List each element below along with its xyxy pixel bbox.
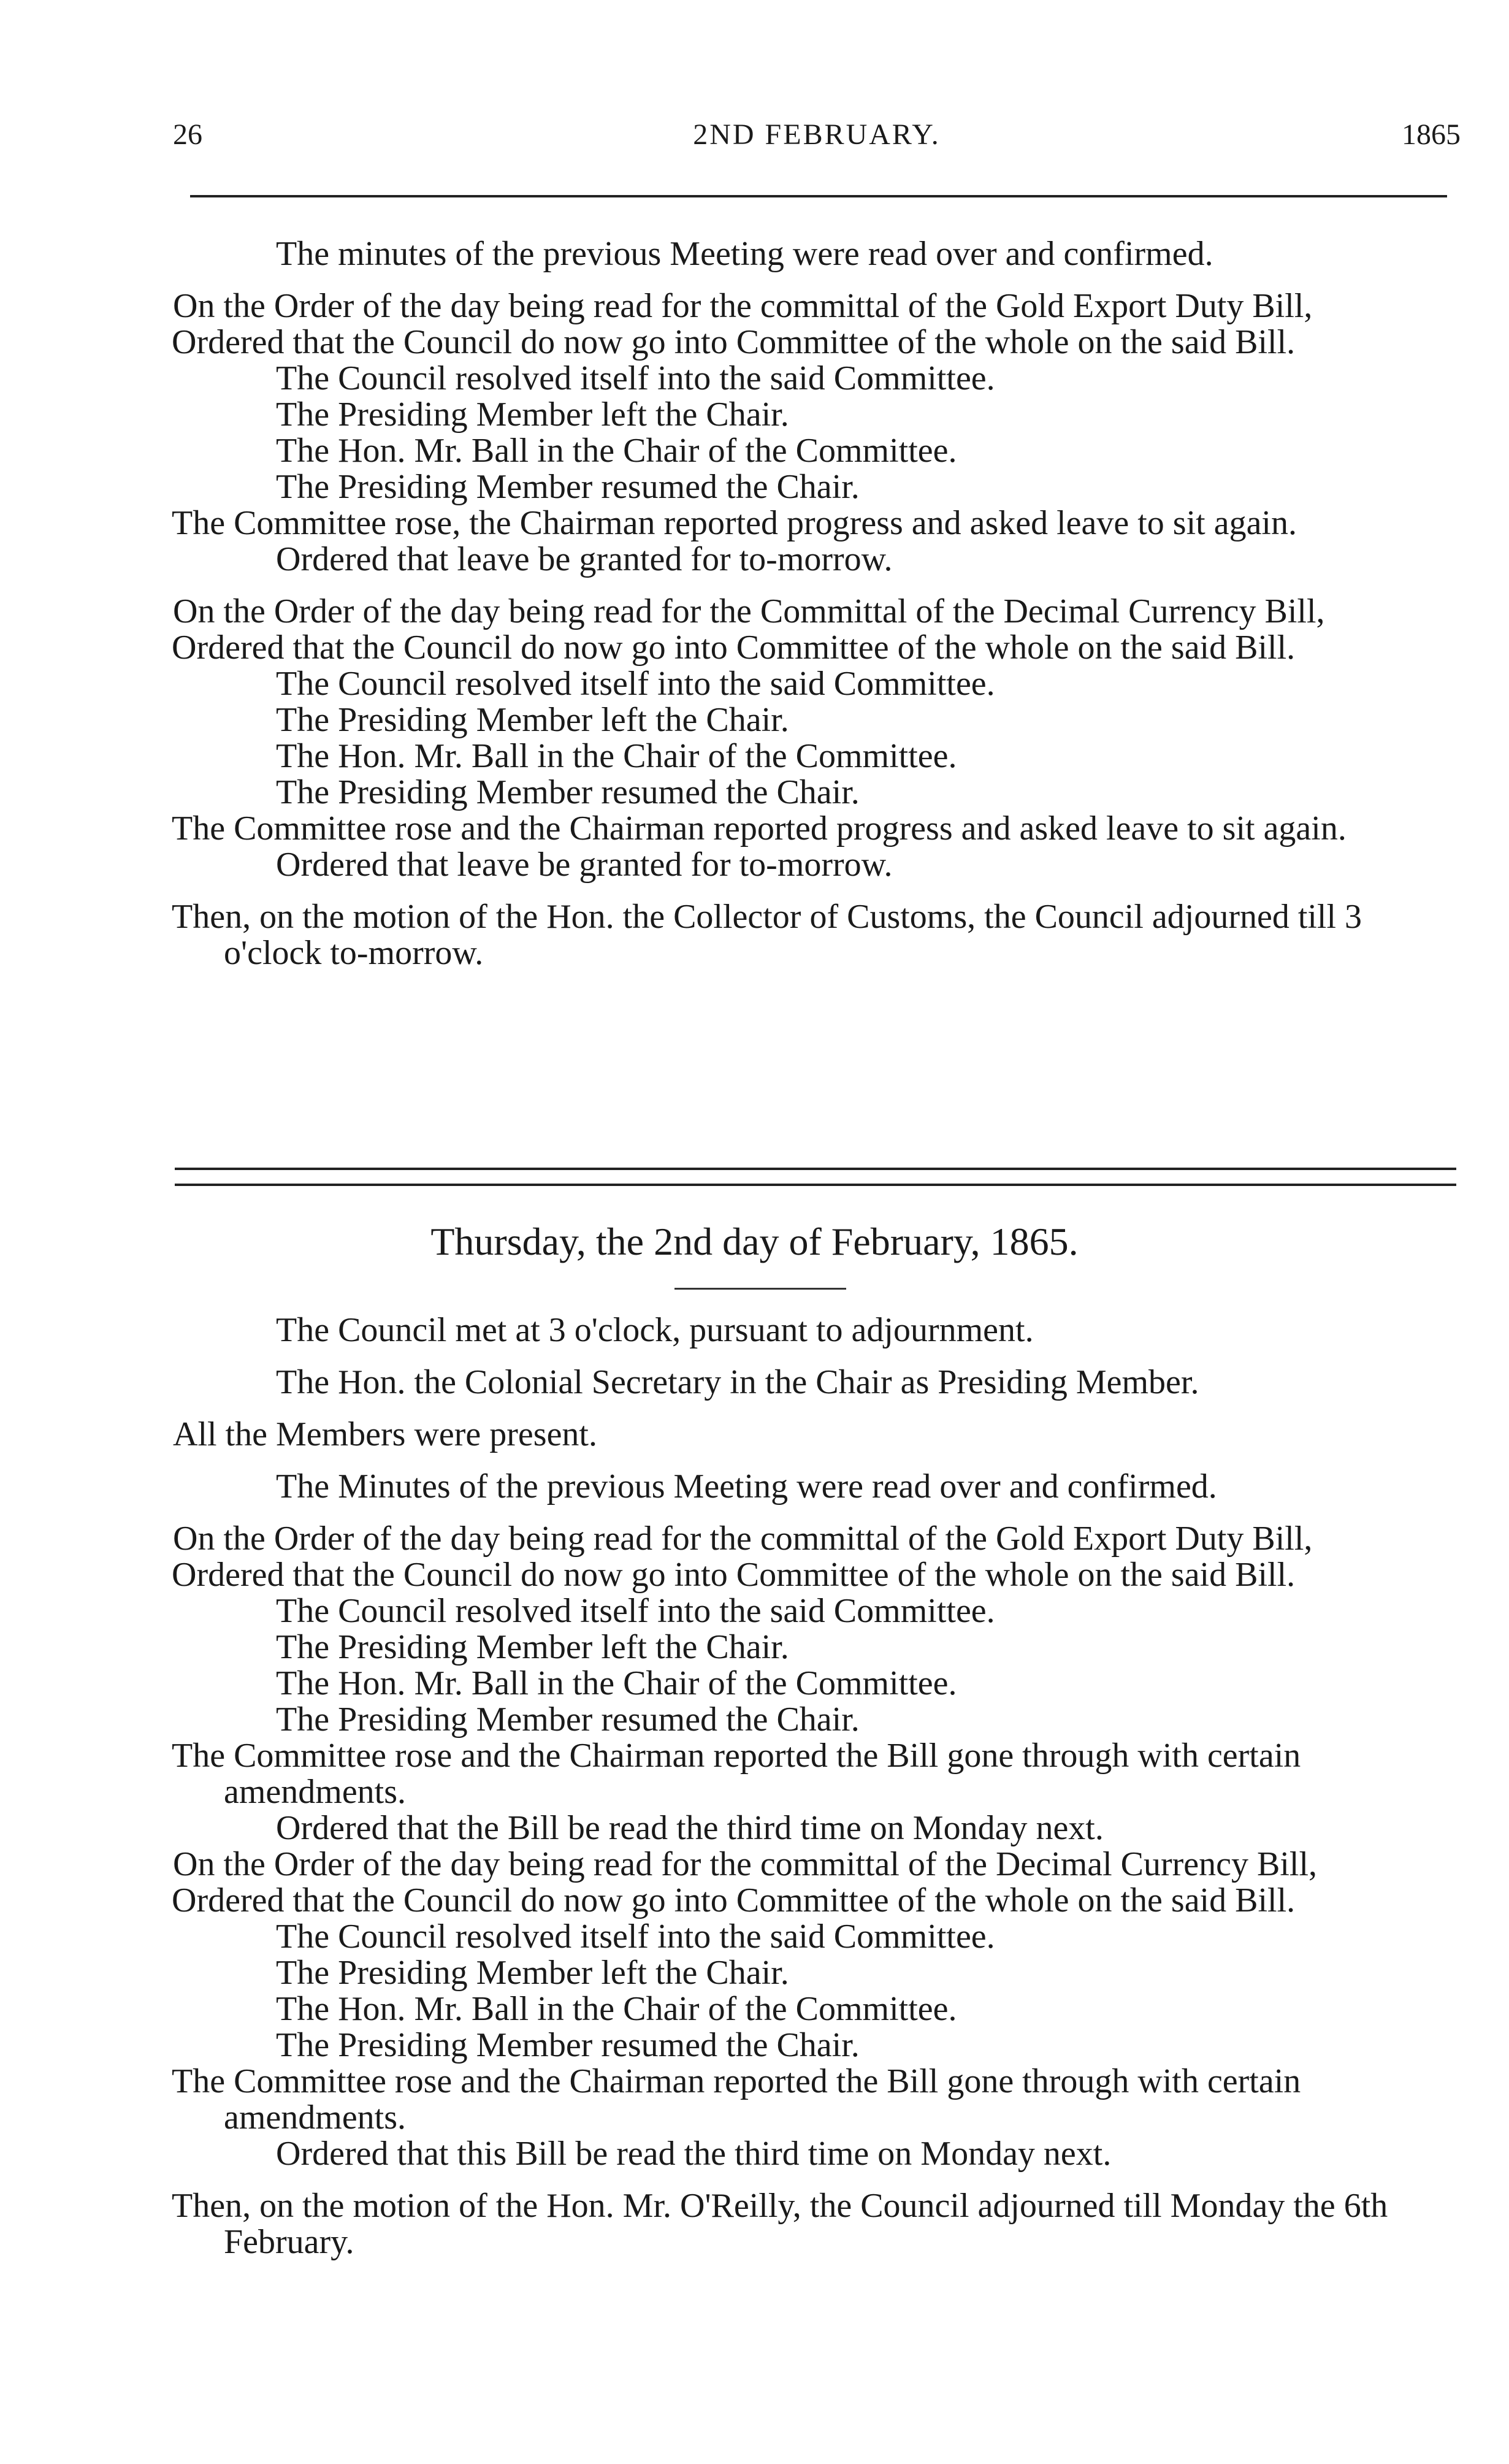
minutes-confirmed: The minutes of the previous Meeting were read over and confirmed. [276,235,1213,273]
decimal-bill-line: The Presiding Member resumed the Chair. [276,773,860,811]
gold-bill-line: Ordered that the Council do now go into Committee of the whole on the said Bill. [172,1556,1296,1594]
decimal-bill-line: The Presiding Member resumed the Chair. [276,2026,860,2064]
heading-rule [674,1288,846,1290]
decimal-bill-line: The Hon. Mr. Ball in the Chair of the Committee. [276,737,957,775]
decimal-bill-intro: On the Order of the day being read for the Committal of the Decimal Currency Bill, [173,592,1325,630]
decimal-bill-line: The Presiding Member left the Chair. [276,701,789,739]
page-header [173,118,1461,161]
gold-bill-line: The Hon. Mr. Ball in the Chair of the Committee. [276,1664,957,1702]
gold-bill-line: The Presiding Member left the Chair. [276,396,789,434]
presiding-member: The Hon. the Colonial Secretary in the Chair as Presiding Member. [276,1363,1199,1401]
gold-bill-line: The Presiding Member left the Chair. [276,1628,789,1666]
gold-bill-line: The Committee rose and the Chairman reported the Bill gone through with certain amendments. [172,1737,1301,1811]
gold-bill-line: The Council resolved itself into the said Committee. [276,1592,995,1630]
council-met: The Council met at 3 o'clock, pursuant to adjournment. [276,1311,1034,1349]
adjournment-note: Then, on the motion of the Hon. the Collector of Customs, the Council adjourned till 3 o'clock to-morrow. [172,898,1362,972]
gold-bill-line: Ordered that leave be granted for to-morrow. [276,540,893,578]
running-title: 2ND FEBRUARY. [693,118,941,151]
minutes-confirmed: The Minutes of the previous Meeting were read over and confirmed. [276,1467,1217,1506]
decimal-bill-line: The Council resolved itself into the said Committee. [276,1918,995,1956]
header-rule [190,195,1447,197]
members-present: All the Members were present. [173,1415,597,1453]
gold-bill-line: The Presiding Member resumed the Chair. [276,468,860,506]
decimal-bill-line: The Council resolved itself into the said Committee. [276,665,995,703]
gold-bill-line: The Committee rose, the Chairman reported progress and asked leave to sit again. [172,504,1297,542]
decimal-bill-line: Ordered that the Council do now go into Committee of the whole on the said Bill. [172,1881,1296,1919]
decimal-bill-line: The Hon. Mr. Ball in the Chair of the Committee. [276,1990,957,2028]
gold-bill-line: Ordered that the Council do now go into Committee of the whole on the said Bill. [172,323,1296,361]
decimal-bill-line: The Committee rose and the Chairman reported progress and asked leave to sit again. [172,809,1347,847]
adjournment-note: Then, on the motion of the Hon. Mr. O'Reilly, the Council adjourned till Monday the 6th February. [172,2187,1388,2261]
gold-bill-line: Ordered that the Bill be read the third time on Monday next. [276,1809,1104,1847]
decimal-bill-line: The Committee rose and the Chairman reported the Bill gone through with certain amendments. [172,2062,1301,2137]
gold-bill-intro: On the Order of the day being read for the committal of the Gold Export Duty Bill, [173,1520,1313,1558]
gold-bill-line: The Hon. Mr. Ball in the Chair of the Committee. [276,432,957,470]
gold-bill-intro: On the Order of the day being read for the committal of the Gold Export Duty Bill, [173,287,1313,325]
decimal-bill-line: Ordered that this Bill be read the third time on Monday next. [276,2135,1112,2173]
proceedings-previous-day [0,236,1509,971]
section-divider [175,1168,1456,1186]
gold-bill-line: The Council resolved itself into the said Committee. [276,359,995,397]
decimal-bill-line: Ordered that leave be granted for to-morrow. [276,846,893,884]
decimal-bill-intro: On the Order of the day being read for the committal of the Decimal Currency Bill, [173,1845,1318,1883]
gold-bill-line: The Presiding Member resumed the Chair. [276,1701,860,1739]
proceedings-thursday [0,1312,1509,2260]
header-year: 1865 [1402,118,1461,151]
decimal-bill-line: Ordered that the Council do now go into Committee of the whole on the said Bill. [172,629,1296,667]
day-heading: Thursday, the 2nd day of February, 1865. [430,1220,1079,1263]
decimal-bill-line: The Presiding Member left the Chair. [276,1954,789,1992]
page-number: 26 [173,118,202,151]
